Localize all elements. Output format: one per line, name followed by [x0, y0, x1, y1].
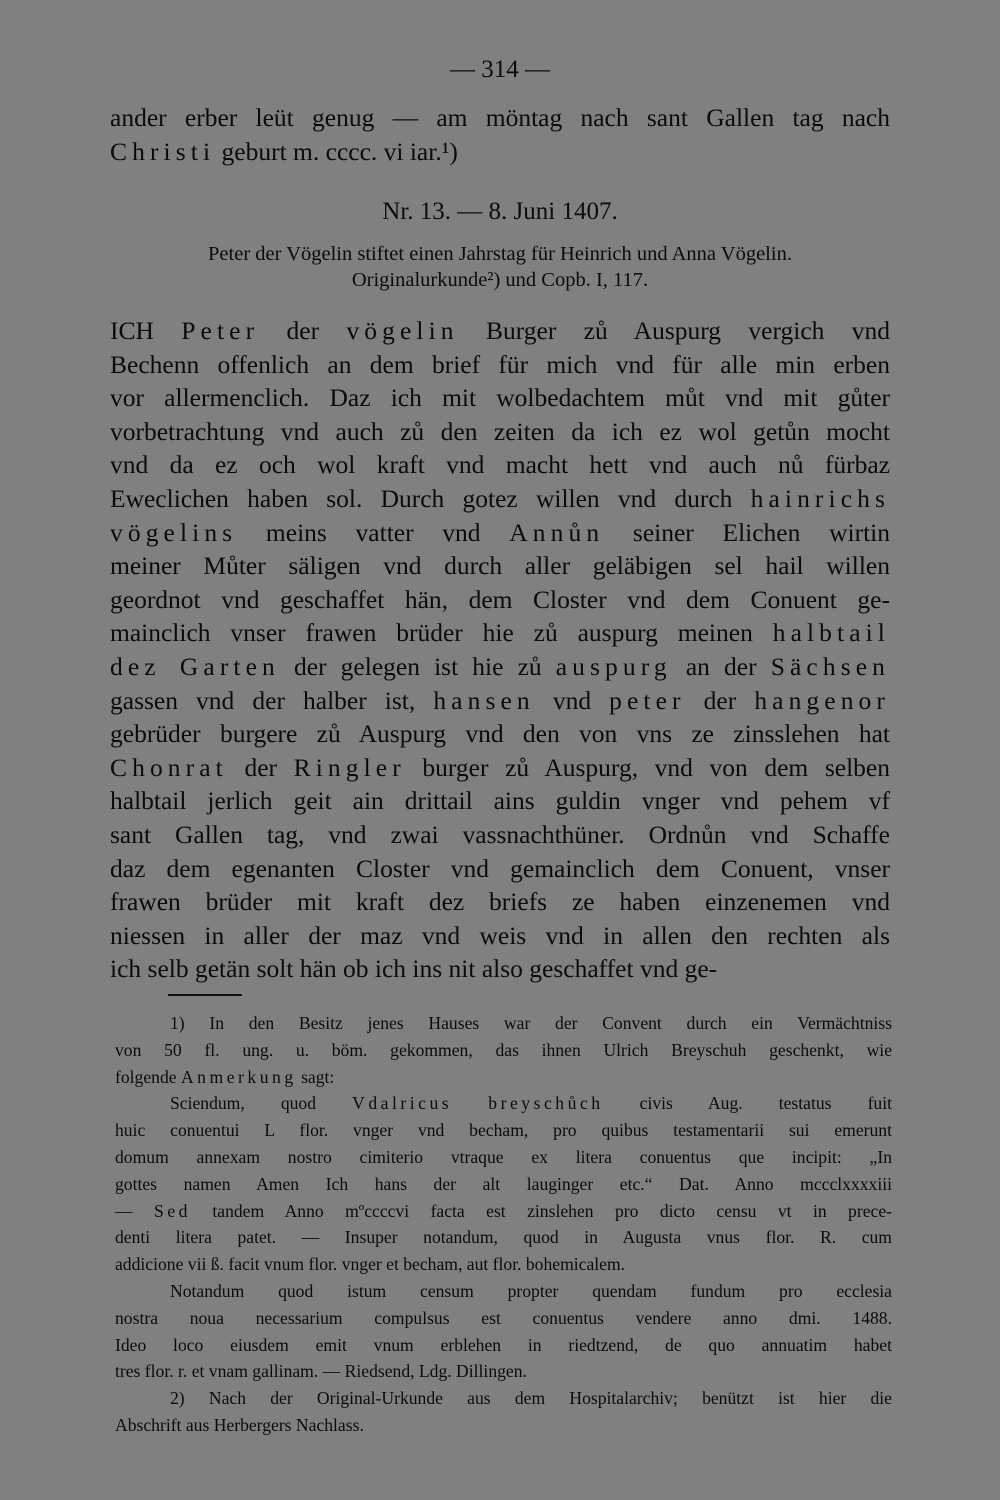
spaced-name: vögelins: [110, 517, 238, 547]
footnote-line: 2) Nach der Original-Urkunde aus dem Hospitalarchiv; benützt ist hier die: [170, 1388, 892, 1409]
spaced-name: hainrichs: [750, 483, 890, 513]
spaced-name: Vdalricus: [352, 1093, 453, 1114]
spaced-name: auspurg: [555, 651, 672, 681]
charter-text: [110, 314, 890, 986]
text-line: Bechenn offenlich an dem brief für mich vnd für alle min erben: [110, 349, 890, 379]
text-line: Christi geburt m. cccc. vi iar.¹): [110, 136, 458, 166]
spaced-name: halbtail: [772, 618, 890, 648]
document-summary: [110, 242, 890, 293]
spaced-name: Peter: [181, 316, 260, 345]
text-line: mainclich vnser frawen brüder hie zů auspurg meinen halbtail: [110, 618, 890, 648]
footnote-line: — Sed tandem Anno mºccccvi facta est zinslehen pro dicto censu vt in prece-: [115, 1200, 892, 1221]
text-line: Eweclichen haben sol. Durch gotez willen vnd durch hainrichs: [110, 483, 890, 513]
footnote-line: domum annexam nostro cimiterio vtraque ex litera conuentus que incipit: „In: [115, 1146, 892, 1167]
footnote-line: nostra noua necessarium compulsus est conuentus vendere anno dmi. 1488.: [115, 1307, 892, 1328]
spaced-name: peter: [609, 685, 686, 715]
text-line: vnd da ez och wol kraft vnd macht hett vnd auch nů fürbaz: [110, 450, 890, 480]
spaced-name: Ringler: [293, 752, 406, 782]
text-line: vögelins meins vatter vnd Annůn seiner Elichen wirtin: [110, 517, 890, 547]
text-line: daz dem egenanten Closter vnd gemainclich dem Conuent, vnser: [110, 853, 890, 883]
footnotes: [115, 1010, 892, 1439]
spaced-name: Sed: [154, 1200, 191, 1221]
page-number: — 314 —: [450, 56, 550, 83]
text-line: gassen vnd der halber ist, hansen vnd peter der hangenor: [110, 685, 890, 715]
spaced-name: breyschůch: [488, 1093, 604, 1114]
spaced-name: dez Garten: [110, 651, 280, 681]
spaced-name: Chonrat: [110, 752, 228, 782]
spaced-name: Anmerkung: [180, 1066, 297, 1087]
spaced-name: hansen: [433, 685, 535, 715]
footnote-line: Ideo loco eiusdem emit vnum erblehen in riedtzend, de quo annuatim habet: [115, 1334, 892, 1355]
text-line: frawen brüder mit kraft dez briefs ze haben einzenemen vnd: [110, 887, 890, 917]
footnote-line: addicione vii ß. facit vnum flor. vnger et becham, aut flor. bohemicalem.: [115, 1254, 626, 1275]
footnote-line: Abschrift aus Herbergers Nachlass.: [115, 1414, 364, 1435]
spaced-name: hangenor: [754, 685, 890, 715]
text-line: Chonrat der Ringler burger zů Auspurg, vnd von dem selben: [110, 752, 890, 782]
text-line: geordnot vnd geschaffet hän, dem Closter vnd dem Conuent ge-: [110, 584, 890, 614]
text-line: vor allermenclich. Daz ich mit wolbedachtem můt vnd mit gůter: [110, 383, 890, 413]
footnote-line: folgende Anmerkung sagt:: [115, 1066, 335, 1087]
document-number: Nr. 13. — 8. Juni 1407.: [382, 198, 618, 225]
footnote-line: von 50 fl. ung. u. böm. gekommen, das ihnen Ulrich Breyschuh geschenkt, wie: [115, 1039, 892, 1060]
footnote-line: Notandum quod istum censum propter quendam fundum pro ecclesia: [170, 1280, 892, 1301]
text-line: ander erber leüt genug — am möntag nach sant Gallen tag nach: [110, 103, 890, 132]
text-line: ich selb getän solt hän ob ich ins nit also geschaffet vnd ge-: [110, 954, 718, 984]
text-line: meiner Můter säligen vnd durch aller geläbigen sel hail willen: [110, 551, 890, 581]
spaced-name: Sächsen: [770, 651, 890, 681]
text-line: gebrüder burgere zů Auspurg vnd den von vns ze zinsslehen hat: [110, 719, 890, 749]
summary-line: Originalurkunde²) und Copb. I, 117.: [351, 268, 649, 291]
text-line: ICH Peter der vögelin Burger zů Auspurg vergich vnd: [110, 316, 890, 345]
spaced-name: vögelin: [346, 316, 459, 345]
text-line: niessen in aller der maz vnd weis vnd in allen den rechten als: [110, 920, 890, 950]
footnote-separator: [168, 994, 242, 996]
intro-text: [110, 101, 890, 168]
footnote-line: huic conuentui L flor. vnger vnd becham, pro quibus testamentarii sui emerunt: [115, 1120, 892, 1141]
text-line: halbtail jerlich geit ain drittail ains guldin vnger vnd pehem vf: [110, 786, 890, 816]
footnote-line: gottes namen Amen Ich hans der alt lauginger etc.“ Dat. Anno mccclxxxxiii: [115, 1173, 892, 1194]
footnote-line: tres flor. r. et vnam gallinam. — Riedsend, Ldg. Dillingen.: [115, 1361, 527, 1382]
spaced-word: Christi: [110, 136, 216, 166]
text-line: dez Garten der gelegen ist hie zů auspurg an der Sächsen: [110, 651, 890, 681]
footnote-line: denti litera patet. — Insuper notandum, quod in Augusta vnus flor. R. cum: [115, 1227, 892, 1248]
summary-line: Peter der Vögelin stiftet einen Jahrstag für Heinrich und Anna Vögelin.: [208, 243, 792, 265]
footnote-line: Sciendum, quod Vdalricus breyschůch civis Aug. testatus fuit: [170, 1093, 893, 1114]
text-line: vorbetrachtung vnd auch zů den zeiten da ich ez wol getůn mocht: [110, 416, 890, 446]
text-line: sant Gallen tag, vnd zwai vassnachthüner. Ordnůn vnd Schaffe: [110, 819, 890, 849]
spaced-name: Annůn: [509, 517, 605, 547]
footnote-line: 1) In den Besitz jenes Hauses war der Convent durch ein Vermächtniss: [170, 1013, 892, 1033]
